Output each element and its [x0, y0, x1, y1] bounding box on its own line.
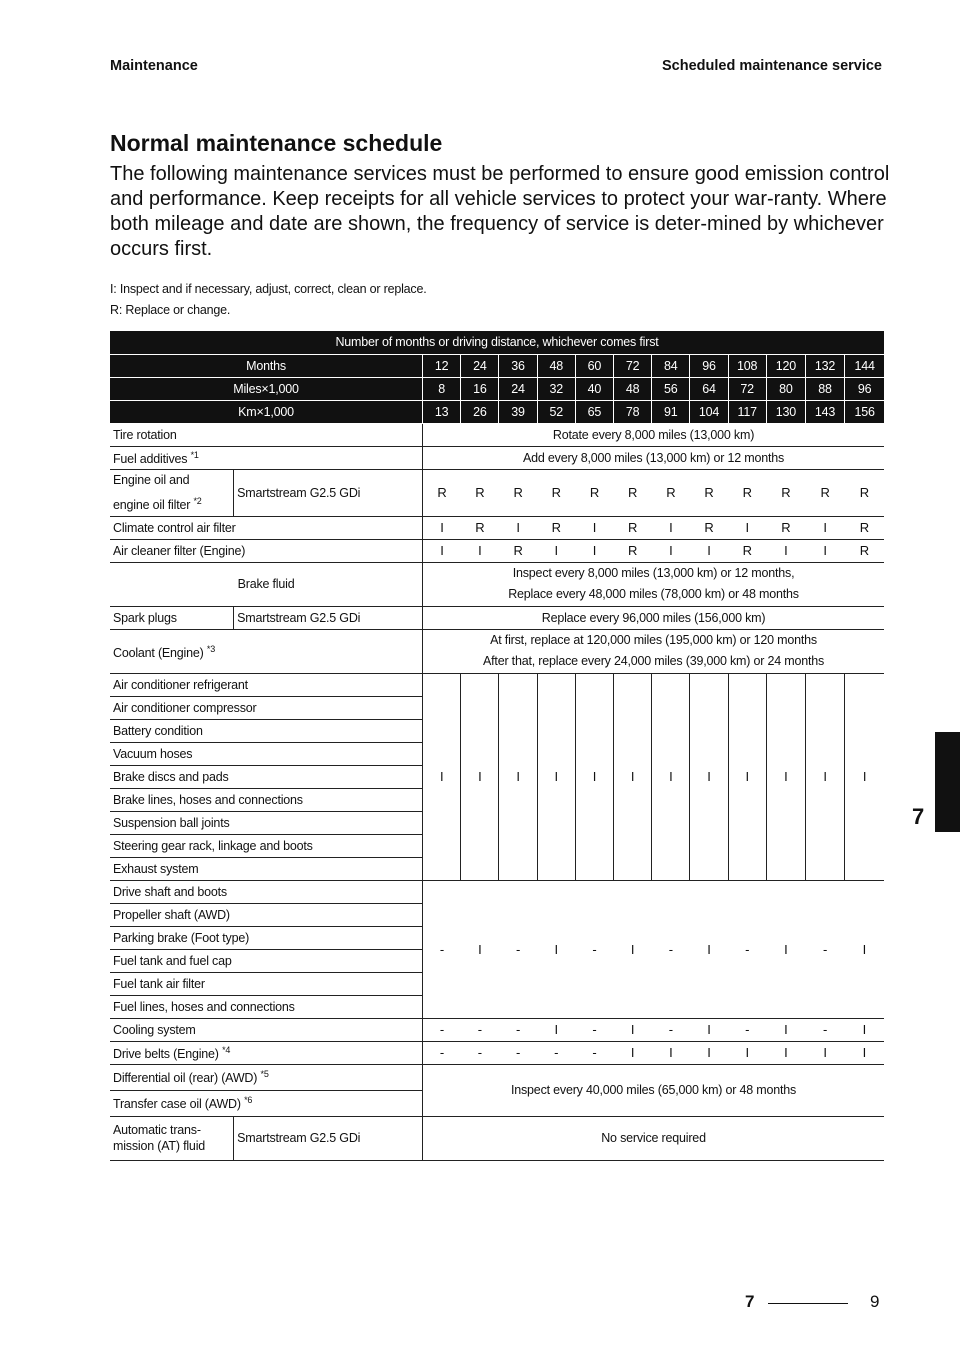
schedule-mark: R: [690, 516, 728, 539]
table-caption: Number of months or driving distance, whichever comes first: [110, 331, 884, 354]
schedule-mark: I: [614, 673, 652, 880]
schedule-mark: I: [537, 673, 575, 880]
table-row: [110, 673, 884, 696]
item-label: Engine oil and engine oil filter $^{*2}$: [110, 469, 234, 516]
schedule-mark: -: [423, 1018, 461, 1041]
table-row: [110, 880, 884, 903]
month-cell: 120: [766, 354, 805, 377]
schedule-mark: R: [766, 469, 805, 516]
legend-inspect: I: Inspect and if necessary, adjust, correct, clean or replace.: [110, 282, 427, 296]
schedule-mark: I: [652, 539, 690, 562]
schedule-mark: R: [845, 469, 884, 516]
schedule-mark: I: [499, 516, 537, 539]
interval-note: No service required: [423, 1116, 884, 1160]
km-cell: 117: [728, 400, 766, 423]
schedule-mark: -: [537, 1041, 575, 1064]
engine-type: Smartstream G2.5 GDi: [234, 1116, 423, 1160]
month-cell: 84: [652, 354, 690, 377]
footnote-mark: *1: [190, 449, 199, 460]
km-cell: 104: [690, 400, 728, 423]
schedule-mark: R: [805, 469, 844, 516]
footer-chapter: 7: [745, 1292, 755, 1311]
schedule-mark: I: [499, 673, 537, 880]
schedule-mark: I: [690, 880, 728, 1018]
km-cell: 26: [461, 400, 499, 423]
schedule-mark: -: [499, 1041, 537, 1064]
schedule-mark: I: [766, 1041, 805, 1064]
month-cell: 24: [461, 354, 499, 377]
schedule-mark: I: [461, 539, 499, 562]
month-cell: 96: [690, 354, 728, 377]
legend-replace: R: Replace or change.: [110, 303, 231, 317]
month-cell: 36: [499, 354, 537, 377]
interval-note: Add every 8,000 miles (13,000 km) or 12 months: [423, 446, 884, 469]
item-label: Fuel tank and fuel cap: [110, 949, 423, 972]
schedule-mark: -: [499, 880, 537, 1018]
schedule-mark: I: [766, 1018, 805, 1041]
schedule-mark: I: [845, 880, 884, 1018]
table-row: [110, 1064, 884, 1090]
schedule-mark: I: [845, 1018, 884, 1041]
month-cell: 132: [805, 354, 844, 377]
schedule-mark: R: [575, 469, 613, 516]
schedule-mark: R: [461, 469, 499, 516]
page-number: 9: [870, 1292, 880, 1311]
schedule-mark: I: [728, 1041, 766, 1064]
schedule-mark: I: [652, 516, 690, 539]
schedule-mark: I: [537, 880, 575, 1018]
table-row: [110, 1116, 884, 1160]
schedule-mark: R: [845, 516, 884, 539]
item-label: Climate control air filter: [110, 516, 423, 539]
item-label: Differential oil (rear) (AWD) $^{*5}$: [110, 1064, 423, 1090]
schedule-mark: R: [728, 469, 766, 516]
km-cell: 143: [805, 400, 844, 423]
schedule-mark: I: [766, 673, 805, 880]
item-label: Exhaust system: [110, 857, 423, 880]
item-label: Propeller shaft (AWD): [110, 903, 423, 926]
months-row: [110, 354, 884, 377]
schedule-mark: I: [423, 539, 461, 562]
schedule-mark: R: [499, 539, 537, 562]
chapter-tab-number: 7: [912, 804, 925, 829]
table-row: [110, 469, 884, 516]
miles-cell: 32: [537, 377, 575, 400]
schedule-mark: R: [690, 469, 728, 516]
item-label: Fuel lines, hoses and connections: [110, 995, 423, 1018]
item-label: Air conditioner refrigerant: [110, 673, 423, 696]
schedule-mark: R: [728, 539, 766, 562]
schedule-mark: I: [652, 673, 690, 880]
miles-cell: 96: [845, 377, 884, 400]
month-cell: 72: [614, 354, 652, 377]
item-label: Steering gear rack, linkage and boots: [110, 834, 423, 857]
km-cell: 130: [766, 400, 805, 423]
schedule-mark: -: [728, 880, 766, 1018]
footnote-mark: *6: [244, 1095, 253, 1105]
item-label: Brake discs and pads: [110, 765, 423, 788]
schedule-mark: I: [728, 673, 766, 880]
table-row: [110, 539, 884, 562]
item-label: Suspension ball joints: [110, 811, 423, 834]
item-label: Transfer case oil (AWD) $^{*6}$: [110, 1090, 423, 1116]
interval-note: At first, replace at 120,000 miles (195,000 km) or 120 months After that, replace every 24,000 miles (39,000 km) or 24 months: [423, 629, 884, 673]
schedule-mark: -: [652, 1018, 690, 1041]
schedule-mark: I: [461, 880, 499, 1018]
schedule-mark: I: [805, 539, 844, 562]
page-title: Normal maintenance schedule: [110, 130, 443, 156]
interval-note: Inspect every 40,000 miles (65,000 km) or 48 months: [423, 1064, 884, 1116]
item-label: Air cleaner filter (Engine): [110, 539, 423, 562]
miles-cell: 80: [766, 377, 805, 400]
table-row: [110, 606, 884, 629]
month-cell: 60: [575, 354, 613, 377]
miles-cell: 8: [423, 377, 461, 400]
engine-type: Smartstream G2.5 GDi: [234, 606, 423, 629]
miles-cell: 24: [499, 377, 537, 400]
footnote-mark: *5: [260, 1069, 269, 1079]
item-label: Parking brake (Foot type): [110, 926, 423, 949]
km-cell: 13: [423, 400, 461, 423]
schedule-mark: R: [423, 469, 461, 516]
chapter-tab: [935, 732, 960, 832]
schedule-mark: -: [461, 1018, 499, 1041]
schedule-mark: I: [423, 516, 461, 539]
schedule-mark: -: [575, 1018, 613, 1041]
schedule-mark: R: [766, 516, 805, 539]
schedule-mark: I: [575, 539, 613, 562]
schedule-mark: I: [652, 1041, 690, 1064]
table-row: [110, 562, 884, 606]
item-label: Spark plugs: [110, 606, 234, 629]
km-row: [110, 400, 884, 423]
schedule-mark: I: [845, 673, 884, 880]
item-label: Coolant (Engine) $^{*3}$: [110, 629, 423, 673]
miles-cell: 72: [728, 377, 766, 400]
interval-note: Replace every 96,000 miles (156,000 km): [423, 606, 884, 629]
schedule-mark: R: [537, 516, 575, 539]
schedule-mark: -: [461, 1041, 499, 1064]
header-topic: Scheduled maintenance service: [661, 58, 882, 74]
schedule-mark: I: [537, 1018, 575, 1041]
miles-label: Miles×1,000: [110, 377, 423, 400]
schedule-mark: I: [614, 1018, 652, 1041]
schedule-mark: I: [805, 673, 844, 880]
month-cell: 108: [728, 354, 766, 377]
table-row: [110, 516, 884, 539]
schedule-mark: -: [652, 880, 690, 1018]
schedule-mark: I: [575, 673, 613, 880]
schedule-mark: I: [461, 673, 499, 880]
schedule-mark: I: [537, 539, 575, 562]
footnote-mark: *3: [206, 643, 215, 654]
schedule-mark: -: [499, 1018, 537, 1041]
footnote-mark: *4: [222, 1044, 231, 1055]
header-section: Maintenance: [110, 58, 198, 74]
schedule-mark: I: [805, 1041, 844, 1064]
miles-cell: 40: [575, 377, 613, 400]
maintenance-schedule-table: [110, 331, 884, 1161]
table-row: [110, 629, 884, 673]
schedule-mark: R: [461, 516, 499, 539]
item-label: Automatic trans- mission (AT) fluid: [110, 1116, 234, 1160]
miles-cell: 16: [461, 377, 499, 400]
intro-paragraph: The following maintenance services must be performed to ensure good emission control and performance. Keep receipts for all vehicle services to protect your war-ranty. Where both mileage and date are shown, the frequency of service is deter-mined by whichever occurs first.: [110, 163, 890, 260]
item-label: Fuel tank air filter: [110, 972, 423, 995]
km-cell: 91: [652, 400, 690, 423]
schedule-mark: -: [728, 1018, 766, 1041]
km-label: Km×1,000: [110, 400, 423, 423]
table-row: [110, 423, 884, 446]
month-cell: 12: [423, 354, 461, 377]
caption-row: [110, 331, 884, 354]
month-cell: 48: [537, 354, 575, 377]
item-label: Fuel additives $^{*1}$: [110, 446, 423, 469]
miles-cell: 48: [614, 377, 652, 400]
schedule-mark: I: [614, 1041, 652, 1064]
miles-cell: 88: [805, 377, 844, 400]
schedule-mark: I: [423, 673, 461, 880]
table-row: [110, 1041, 884, 1064]
schedule-mark: I: [690, 1041, 728, 1064]
schedule-mark: I: [614, 880, 652, 1018]
schedule-mark: I: [766, 539, 805, 562]
km-cell: 78: [614, 400, 652, 423]
schedule-mark: I: [690, 539, 728, 562]
footer-divider: [768, 1303, 848, 1304]
schedule-mark: I: [690, 673, 728, 880]
schedule-mark: I: [766, 880, 805, 1018]
schedule-mark: -: [805, 1018, 844, 1041]
item-label: Drive shaft and boots: [110, 880, 423, 903]
item-label: Tire rotation: [110, 423, 423, 446]
km-cell: 52: [537, 400, 575, 423]
schedule-mark: R: [614, 469, 652, 516]
month-cell: 144: [845, 354, 884, 377]
item-label: Vacuum hoses: [110, 742, 423, 765]
km-cell: 65: [575, 400, 613, 423]
km-cell: 156: [845, 400, 884, 423]
schedule-mark: -: [575, 1041, 613, 1064]
schedule-mark: I: [690, 1018, 728, 1041]
schedule-mark: I: [805, 516, 844, 539]
schedule-mark: -: [423, 880, 461, 1018]
schedule-mark: R: [652, 469, 690, 516]
miles-cell: 56: [652, 377, 690, 400]
schedule-mark: R: [499, 469, 537, 516]
schedule-mark: I: [845, 1041, 884, 1064]
schedule-mark: I: [575, 516, 613, 539]
item-label: Battery condition: [110, 719, 423, 742]
table-row: [110, 446, 884, 469]
months-label: Months: [110, 354, 423, 377]
item-label: Brake lines, hoses and connections: [110, 788, 423, 811]
schedule-mark: -: [575, 880, 613, 1018]
interval-note: Rotate every 8,000 miles (13,000 km): [423, 423, 884, 446]
item-label: Brake fluid: [110, 562, 423, 606]
schedule-mark: -: [423, 1041, 461, 1064]
schedule-mark: R: [537, 469, 575, 516]
schedule-mark: I: [728, 516, 766, 539]
schedule-mark: R: [845, 539, 884, 562]
schedule-mark: R: [614, 539, 652, 562]
engine-type: Smartstream G2.5 GDi: [234, 469, 423, 516]
schedule-mark: -: [805, 880, 844, 1018]
footnote-mark: *2: [193, 495, 202, 506]
km-cell: 39: [499, 400, 537, 423]
item-label: Air conditioner compressor: [110, 696, 423, 719]
table-row: [110, 1018, 884, 1041]
miles-row: [110, 377, 884, 400]
interval-note: Inspect every 8,000 miles (13,000 km) or 12 months, Replace every 48,000 miles (78,000 km) or 48 months: [423, 562, 884, 606]
item-label: Cooling system: [110, 1018, 423, 1041]
item-label: Drive belts (Engine) $^{*4}$: [110, 1041, 423, 1064]
miles-cell: 64: [690, 377, 728, 400]
schedule-mark: R: [614, 516, 652, 539]
